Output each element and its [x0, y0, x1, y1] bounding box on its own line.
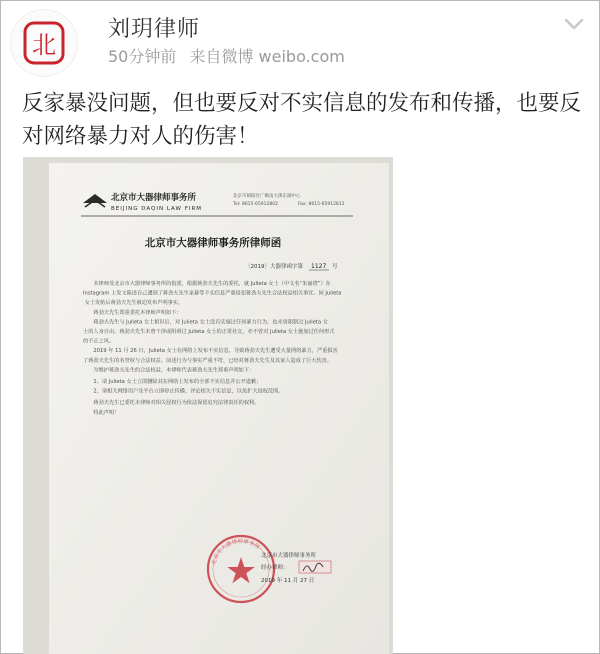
letter-body-line: 女士发帖后蒋劲夫先生被迫发布声明事实。	[83, 300, 184, 307]
post-meta	[108, 44, 353, 67]
firm-address: 北京市朝阳区广顺南大街东湖中心	[233, 194, 301, 199]
signature-firm: 北京市大器律师事务所	[261, 553, 317, 559]
firm-fax: Fax: 8615-65912812	[298, 202, 345, 207]
letter-body-line: 2、请相关网络用户及平台立即停止传播、评论相关不实信息，以免扩大侵权范围。	[93, 388, 284, 395]
avatar-glyph: 北	[32, 31, 56, 59]
chevron-down-icon[interactable]	[561, 14, 587, 34]
letter-body-line: 2019 年 11 月 26 日，Julieta 女士在网络上发布不实信息，导致蒋劲夫先生遭受大量网络暴力，严重损害	[93, 348, 338, 355]
seal-text: 北京市大器律师事务所	[211, 538, 261, 566]
signature-date: 2019 年 11 月 27 日	[261, 578, 315, 584]
letter-body-line: 蒋劲夫先生郑重委托本律师声明如下：	[93, 309, 182, 316]
post-text: 反家暴没问题，但也要反对不实信息的发布和传播，也要反对网络暴力对人的伤害！	[22, 91, 582, 149]
post-source[interactable]: 来自微博 weibo.com	[189, 47, 345, 66]
letter-ref-suffix: 号	[332, 264, 338, 270]
seal-logo-icon	[11, 10, 77, 76]
lawyer-letter-photo	[23, 157, 393, 654]
post-image[interactable]	[23, 157, 393, 654]
firm-name-en: BEIJING DAQIN LAW FIRM	[111, 206, 203, 212]
handwritten-signature	[299, 561, 331, 573]
firm-name-cn: 北京市大器律师事务所	[111, 193, 197, 203]
post-time: 50分钟前	[108, 47, 177, 66]
letter-body-line: 蒋劲夫先生已委托本律师对相关侵权行为依法保留追究法律责任的权利。	[93, 400, 260, 407]
letter-body-line: 1、请 Julieta 女士立即删除其在网络上发布的全部不实信息并公开道歉；	[93, 379, 262, 385]
author-name[interactable]: 刘玥律师	[108, 17, 201, 42]
letter-ref-number: 1127	[311, 263, 327, 270]
letter-body-line: Instagram 上发文陈述自己遭到了蒋劲夫先生家暴等不实信息严重侵犯蒋劲夫先生合法权益相关事宜。同 Julieta	[83, 290, 342, 297]
letter-body-line: 为维护蒋劲夫先生的合法权益，本律师代表蒋劲夫先生郑重声明如下：	[93, 367, 255, 374]
letter-body-line: 本律师受北京市大器律师事务所的指派，根据蒋劲夫先生的委托，就 Julieta 女士（中文名“朱丽塔”）在	[93, 281, 333, 287]
avatar[interactable]	[10, 9, 78, 77]
signature-lawyer-label: 经办律师：	[261, 565, 289, 571]
letter-title: 北京市大器律师事务所律师函	[144, 237, 282, 249]
firm-tel: Tel: 8615-65912802	[233, 202, 278, 207]
letter-body-line: 了蒋劲夫先生的名誉权与合法权益。前述行为与事实严重不符，已经对蒋劲夫先生及其家人造成了巨大伤害。	[83, 357, 333, 364]
letter-body-line: 蒋劲夫先生与 Julieta 女士相识后，对 Julieta 女士没有实施过任何暴力行为，也未曾限制过 Julieta 女	[93, 319, 328, 326]
letter-body-line: 士的人身自由。蒋劲夫先生未曾干涉或阻碍过 Julieta 女士的正常社交，亦不曾对 Julieta 女士施加过任何形式	[83, 329, 335, 335]
letter-body-line: 的不正之风。	[83, 338, 115, 345]
letter-body-line: 特此声明！	[93, 409, 120, 416]
letter-ref-prefix: 〔2019〕大器律函字第	[245, 264, 303, 270]
